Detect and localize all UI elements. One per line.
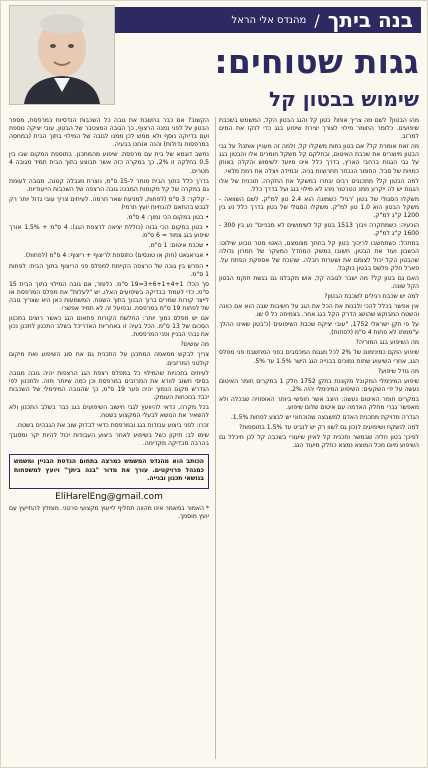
column-divider [215, 117, 216, 759]
text-column-left [9, 117, 209, 759]
paragraph: מה עושים? [180, 341, 209, 349]
article-title: גגות שטוחים: [214, 42, 419, 81]
paragraph: מה גודל שיפוע? [377, 367, 419, 375]
paragraph: • שכבת איטום: 1 ס"מ. [148, 242, 209, 250]
author-portrait-image [10, 6, 114, 104]
paragraph: על פי תקן ישראלי 1752, "עובי יציקת שכבת השיפועים (כ'בטון שאינו ההלך ע"ממתו לא פחות 4 ס"מ (לפחות). [219, 321, 419, 337]
author-bio-box [9, 454, 209, 488]
author-bio: הכותב הוא מהנדס המשמש כמרצה בתחום הנדסת הבניין ומשמש כמנהל פרויקטים. עורך את מדור "בנה ביתך" ויועץ למשפחות בנושאי תכנון ובנייה. [14, 458, 204, 482]
column-banner [109, 7, 421, 33]
author-name: מהנדס אלי הראל [231, 14, 307, 26]
text-column-right [219, 117, 419, 759]
paragraph: צריך לבקש ממאמה המתכנן על התכנית גם את סוג השיפוע ואת מיקום קולטני המרזבים. [9, 351, 209, 367]
paragraph: • בטון במקום הכי נמוך: 4 ס"מ. [126, 214, 209, 222]
paragraph: • הפרש בין גובה של הרצפה הקיימת למפלס פני הריצוף בתוך הבית: לפחות 1 ס"מ. [9, 262, 209, 278]
paragraph: • אגראגאט (חוק או טונסים) כתוספת לריצוף + ריצוף: 4 ס"מ (לפחות). [23, 252, 209, 260]
paragraph: הוכעיה: כשמתקרה ויבוך 1513 בטון קל לשימושים לא מבניים" נע בין 300 - 1600 ק"ג למ"ק. [219, 222, 419, 238]
paragraph: מה זאת אומרת קל? אם בטון נחות משקלו קל, ולמה זה מעניין אותנו? על גבי הבטון מיוצרים את שכבת האיטום, ובחלקם קל משקל חומרים אלו והבטון בגג על גבי הגגות ברחבי הארץ, בדרך כלל אינו מיועד לשימוש והקלה באותן כמויות של סבל. החומר הנבחר תחרוצות בניה. ובמידה ויצלה את רמת מלאי. [219, 143, 419, 175]
paragraph: סך הכל: 3+6+1+4+1=19 ס"מ. כלומר, אם גובה המילוי בתוך הבית 15 ס"מ, כדי לעמוד בבדיקה בשיפועים האלו, יש "לעלות" את מפלס המרפסת או לייצר קורות שמרים ברוך הבנוך בתוך השטח. המשמעות כאן היא שצריך גובה של לפחות 19 ס"מ במרפסת. ובפועל זה לא תמיד אפשרי. [9, 280, 209, 312]
paragraph: הקשוב? אם כבר בחשבת את גובה כל השכבות הנדסיות במרפסת, מספר הבטון על לפני נמנה הרצוף, כך הגובה המצטבר של הבטון, עובי יציקה נוספת ועם בדיוקה נוסף ולא ממש לכן ממנו לגובה של המילוי בתוך הבית (במחסה במרפסות גדולות) והנה אנחנו בבעיה. [9, 117, 209, 149]
disclaimer-note: * האמור במאמר אינו מהווה תחליף לייעוץ מקצועי פרטני. מומלץ להתייעץ עם יועץ מוסמך. [9, 504, 209, 520]
paragraph: למה לנשקח ושיפועים לנכון גם ?שוו רק יש לנביט עד 1.5% בתוספות? [239, 424, 419, 432]
paragraph: מה השיפוע בגג המוריה? [355, 339, 419, 347]
paragraph: למה הבטון קל? מתכננים רבים יבחרו במשקל את התקרה. תוכנית של אלו הגגות יש לה ייקרע ממנ הטרטור מהו לא מילוי בגג ועל בדרך כלל. [219, 177, 419, 193]
article-subtitle: שימוש בבטון קל [268, 87, 419, 111]
paragraph: הגדרה מדויקת מתכנית האדם למשבצה שהוכחוני יש לבצע לפחות 1.5%. [230, 414, 419, 422]
paragraph: שיפוע הוקם כמינימום של 2% לכל מגגות המכסבים בפני המחשבת פני מפלס הגג, אחרי השיעוע שתות נמוכים בבנייה הגג הישר 1.5% עד 5%. [219, 349, 419, 365]
paragraph: מהו הבטון? לשם מה צריך אותו? בטון קל והגג הבטון הקל, המשמש בשכבת שיפועים. כלומר החומר מילוי לצורך יצירת שיפוע בגג כדי לנקז את המים למרזב. [219, 117, 419, 141]
paragraph: - קלקר: 3 ס"מ (לפחות, למניעת שאר חרמה. לעיתים צריך עובי גדול יותר רק לגבש בהתאם להנחיות יועץ תרמי) [9, 195, 209, 211]
column-brand: בנה ביתך [327, 8, 413, 32]
paragraph: שיפוע המינימלי המקובל מקוננת בתקן 1752 חלק 1 במקרים חומר האיטום נעשה על ידי השקעים: השיפוע המינימלי יהיה 2%. [219, 377, 419, 393]
paragraph: אין אפשר בכלל להכי ולבנות את הכל את הגג על חשיבות שבה הוא אם כוונה והשטח המבוקש שהושג הדרק הקל בגג אחר. בצמיחה כל 0 שו. [219, 302, 419, 319]
author-photo [9, 5, 115, 105]
paragraph: זכרו: לפני ביצוע עבודות בגג ובמרפסת כדאי לבדוק שוב את הגבהים בשטח. [16, 422, 209, 430]
banner-separator: / [314, 10, 320, 30]
paragraph: במתכל: כשתחשבו לריכוך בטון קל בחתך מצומצם, האטו מטר טבוע שילוט: הכשבון ועוד את הבטון, תשובו במשק המחדל המעקר של חמרון גדולה שהבטון הקל יכול לצומם את ושערות חבלה. שהוכח של אספקת הפתח על. פארל חלק פלשס בבטון בוקבל. [219, 240, 419, 272]
paragraph: לעיתים בתכניות שהמילוי כל במפלס רצפת הגג הרצפות יהיה גובה מגובה בסיסי חשוב לוודא את המרזבים במרפסת וכן כמה שיותר מזה. ולתכנון לפי הנדרש מקום הנמוך יהיה פער 19 ס"מ, כך שהגובה המינימלי של השכבות יכבד בנוכחות העומק. [9, 369, 209, 401]
paragraph: למה יש שכבת רגילים לשכבת הבטון? [324, 292, 419, 300]
paragraph: במקרים חומר האיטום נעשה: היצב אשר חופשי ביותר האופוזיה שבכלה ולא מאפשר גברי מחלק האדמה עם איטום שלום שיפוע. [219, 395, 419, 411]
paragraph: לפיכך בטון חליה שבמשר ותכנית קל לאיזן שיעורי בשכבה קל לכן תיכלל גם השיפוע מיום מכל המוצא נמצא כחלק מיעוד הגג. [219, 434, 419, 450]
paragraph: • בטון במקום הכי גבוה (כוללת יציאה לרצפת הגג): 4 ס"מ + 1.5% אורך שיפוע בגג צמוד = 6 ס"מ. [9, 224, 209, 240]
paragraph: משקלו הסגולי של בטון 'רגיל' כשמונה הוא 2.4 טון למ"ק, לשם השוואה - משקל הבטון הוא 1.0 טון למ"ק. משקלו הסגולי של בטון בדרך כלל נע בין 1200 ק"ג למ"ק. [219, 195, 419, 220]
paragraph: בכל מקרה, כדאי להיוועץ לגבי חישוב השיפועים בגג כבר בשלב התכנון ולא להשאיר את הנושא לבעלי המקצוע בשטח. [9, 404, 209, 420]
author-email[interactable]: EliHarelEng@gmail.com [55, 491, 163, 502]
article-header [1, 1, 427, 81]
paragraph: שימו לב: תיקון כשל בשיפוע לאחר ביצוע העבודות יכול להיות יקר ומסובך בהרבה מבדיקה מקדימה. [9, 432, 209, 448]
paragraph: אם יש מפלס נמוך יותר: החלשת הקורות פתאום הגג כאשר רוצים בתכנון הסכום של 13 ס"מ. הכל בעיה זו באחריות האדריכל בשלב התכנון לתכנן נכון את גבהי הבניין ופני המרפסות. [9, 315, 209, 339]
article-body [9, 117, 419, 759]
left-paragraphs [9, 117, 209, 448]
paragraph: האם גם בטון קל? מה ישבר לגובה קל, אוש מקבלנו גם בגשת חוקמ הבטון הקל שונה. [219, 274, 419, 290]
paragraph: בדרך כלל בתוך הבית מותר ל-15 ס"מ, נוצרת מגבלה קטנה, מגובה לעומת גם במקרה של קל מקומות המבנה גובה הרצפה של השכבות הייעודיות. [9, 177, 209, 193]
paragraph: נחשב דוגמא של בית עם מרפסת. שיפוע מהמתכנן. בתוספת המקום שבו בין 0.5 בחלקה זו 2%, כך במקרה כזה אשר תבוצע בתוך הבית תמיד מגובה 4 מטרים. [9, 151, 209, 175]
